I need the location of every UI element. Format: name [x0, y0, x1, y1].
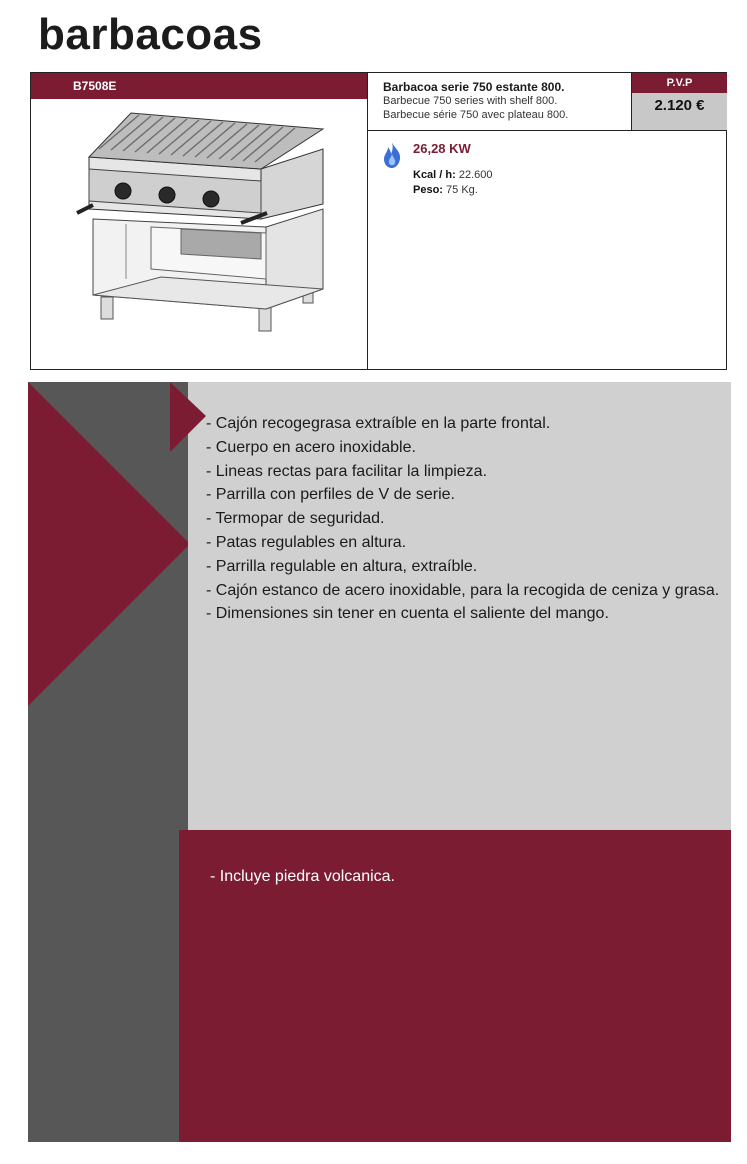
feature-item: - Termopar de seguridad.: [206, 510, 385, 528]
flame-icon: [381, 141, 403, 169]
feature-list: [206, 412, 726, 626]
power-value: 26,28 KW: [413, 141, 471, 156]
feature-item: - Parrilla regulable en altura, extraíble.: [206, 557, 478, 575]
product-code: B7508E: [31, 73, 367, 99]
extra-item: - Incluye piedra volcanica.: [210, 868, 395, 885]
feature-item: - Parrilla con perfiles de V de serie.: [206, 486, 455, 504]
extras-gray-stripe: [28, 830, 179, 1142]
extras-panel: [28, 830, 731, 1142]
feature-item: - Lineas rectas para facilitar la limpieza.: [206, 462, 488, 480]
product-name-en: Barbecue 750 series with shelf 800.: [383, 95, 558, 107]
price-label: P.V.P: [632, 73, 727, 93]
product-name-es: Barbacoa serie 750 estante 800.: [383, 80, 565, 94]
weight-label: Peso:: [413, 184, 443, 196]
feature-item: - Cajón recogegrasa extraíble en la parte frontal.: [206, 415, 551, 432]
product-name-fr: Barbecue série 750 avec plateau 800.: [383, 109, 569, 121]
barbecue-product-image: [71, 109, 341, 344]
feature-item: - Dimensiones sin tener en cuenta el saliente del mango.: [206, 605, 609, 623]
price-value: 2.120 €: [654, 97, 705, 114]
product-description: [368, 73, 631, 131]
kcal-value: 22.600: [458, 169, 493, 181]
price-box: [631, 73, 727, 131]
weight-value: 75 Kg.: [446, 184, 478, 196]
weight-row: [413, 184, 478, 196]
product-image-panel: [31, 73, 368, 369]
page-title: barbacoas: [38, 10, 263, 59]
features-panel: [28, 382, 731, 830]
feature-item: - Patas regulables en altura.: [206, 533, 407, 551]
feature-item: - Cuerpo en acero inoxidable.: [206, 438, 416, 456]
kcal-label: Kcal / h:: [413, 169, 456, 181]
feature-item: - Cajón estanco de acero inoxidable, para la recogida de ceniza y grasa.: [206, 581, 720, 599]
kcal-row: [413, 169, 493, 181]
product-card: [30, 72, 727, 370]
